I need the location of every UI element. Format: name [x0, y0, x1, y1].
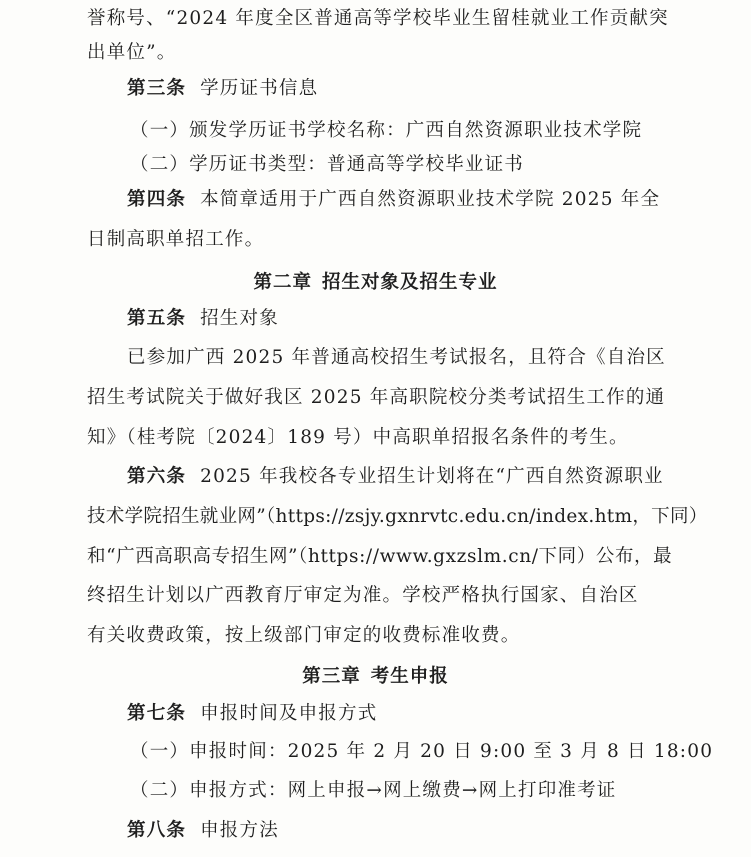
- article-label: 第三条: [127, 78, 187, 99]
- list-item: （一）颁发学历证书学校名称：广西自然资源职业技术学院: [130, 120, 643, 141]
- article-label: 第五条: [127, 308, 187, 329]
- article-8: [127, 818, 279, 844]
- article-3: [127, 76, 318, 102]
- article-text: 学历证书信息: [200, 78, 319, 99]
- paragraph-line: 有关收费政策，按上级部门审定的收费标准收费。: [87, 625, 521, 646]
- article-text: 2025 年我校各专业招生计划将在“广西自然资源职业: [200, 466, 664, 487]
- article-text: 本简章适用于广西自然资源职业技术学院 2025 年全: [200, 189, 661, 210]
- paragraph-line: 已参加广西 2025 年普通高校招生考试报名，且符合《自治区: [127, 347, 666, 368]
- article-label: 第六条: [127, 466, 187, 487]
- chapter-2-heading: [0, 270, 751, 296]
- article-label: 第八条: [127, 820, 187, 841]
- article-5: [127, 306, 279, 332]
- paragraph-line: 出单位”。: [87, 42, 177, 63]
- paragraph-line: 和“广西高职高专招生网”（https://www.gxzslm.cn/下同）公布，最: [87, 546, 673, 567]
- article-text: 申报方法: [200, 820, 279, 841]
- article-label: 第四条: [127, 189, 187, 210]
- list-item: （二）学历证书类型：普通高等学校毕业证书: [130, 154, 525, 175]
- paragraph-line: 招生考试院关于做好我区 2025 年高职院校分类考试招生工作的通: [87, 387, 666, 408]
- article-7: [127, 701, 377, 727]
- chapter-title: 考生申报: [370, 666, 449, 687]
- chapter-number: 第二章: [253, 272, 312, 293]
- article-label: 第七条: [127, 703, 187, 724]
- paragraph-line: 誉称号、“2024 年度全区普通高等学校毕业生留桂就业工作贡献突: [87, 8, 669, 29]
- chapter-title: 招生对象及招生专业: [322, 272, 498, 293]
- chapter-number: 第三章: [302, 666, 361, 687]
- article-6: [127, 464, 664, 490]
- article-text: 申报时间及申报方式: [200, 703, 378, 724]
- chapter-3-heading: [0, 664, 751, 690]
- list-item: （二）申报方式：网上申报→网上缴费→网上打印准考证: [130, 780, 617, 801]
- article-text: 招生对象: [200, 308, 279, 329]
- paragraph-line: 知》（桂考院〔2024〕189 号）中高职单招报名条件的考生。: [87, 427, 629, 448]
- paragraph-line: 日制高职单招工作。: [87, 229, 265, 250]
- list-item: （一）申报时间：2025 年 2 月 20 日 9:00 至 3 月 8 日 18:00: [130, 741, 714, 762]
- article-4: [127, 187, 660, 213]
- paragraph-line: 终招生计划以广西教育厅审定为准。学校严格执行国家、自治区: [87, 585, 639, 606]
- paragraph-line: 技术学院招生就业网”（https://zsjy.gxnrvtc.edu.cn/index.htm，下同）: [87, 506, 708, 527]
